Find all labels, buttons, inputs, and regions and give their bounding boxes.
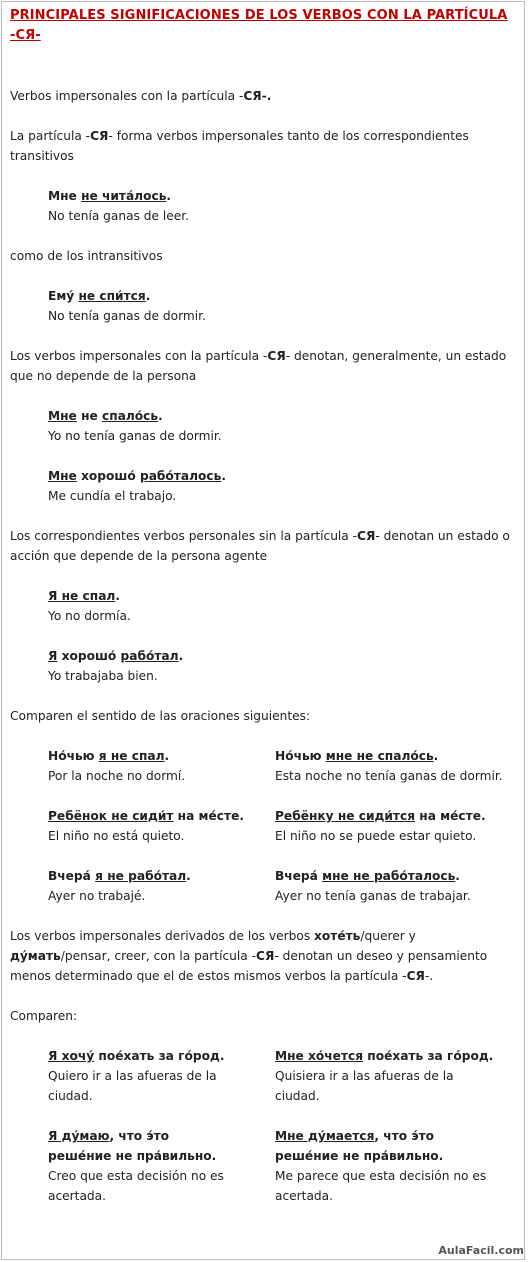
- compare-right-russian: Мне ду́мается, что э́то реше́ние не пра́вильно.: [275, 1129, 444, 1163]
- compare-right-russian: Вчера́ мне не рабо́талось.: [275, 869, 460, 883]
- compare-left-russian: Я ду́маю, что э́то реше́ние не пра́вильно.: [48, 1129, 217, 1163]
- example-translation: Me cundía el trabajo.: [48, 489, 177, 503]
- compare-left-russian: Я хочу́ пое́хать за го́род.: [48, 1049, 225, 1063]
- compare-right-translation: Me parece que esta decisión no es acertada.: [275, 1169, 487, 1203]
- paragraph: Comparen el sentido de las oraciones siguientes:: [10, 709, 311, 723]
- site-logo-text: AulaFacil.com: [438, 1244, 524, 1257]
- example-russian: Мне не спало́сь.: [48, 409, 163, 423]
- compare-left-translation: Quiero ir a las afueras de la ciudad.: [48, 1069, 217, 1103]
- compare-right-translation: Esta noche no tenía ganas de dormir.: [275, 769, 503, 783]
- example-russian: Я не спал.: [48, 589, 120, 603]
- compare-right-translation: Quisiera ir a las afueras de la ciudad.: [275, 1069, 454, 1103]
- compare-left-translation: El niño no está quieto.: [48, 829, 185, 843]
- example-translation: Yo trabajaba bien.: [48, 669, 158, 683]
- compare-left-translation: Creo que esta decisión no es acertada.: [48, 1169, 224, 1203]
- page-title: PRINCIPALES SIGNIFICACIONES DE LOS VERBOS CON LA PARTÍCULA -СЯ-: [10, 8, 508, 43]
- compare-left-russian: Ребёнок не сиди́т на ме́сте.: [48, 809, 244, 823]
- paragraph-heading: Verbos impersonales con la partícula -СЯ-.: [10, 89, 272, 103]
- paragraph: Comparen:: [10, 1009, 78, 1023]
- paragraph: Los correspondientes verbos personales sin la partícula -СЯ- denotan un estado o acción que depende de la persona agente: [10, 529, 510, 563]
- paragraph: La partícula -СЯ- forma verbos impersonales tanto de los correspondientes transitivos: [10, 129, 469, 163]
- compare-right-russian: Ребёнку не сиди́тся на ме́сте.: [275, 809, 486, 823]
- example-translation: Yo no tenía ganas de dormir.: [48, 429, 222, 443]
- example-translation: Yo no dormía.: [48, 609, 131, 623]
- example-russian: Я хорошо́ рабо́тал.: [48, 649, 184, 663]
- example-translation: No tenía ganas de dormir.: [48, 309, 206, 323]
- compare-right-translation: El niño no se puede estar quieto.: [275, 829, 477, 843]
- compare-right-russian: Но́чью мне не спало́сь.: [275, 749, 439, 763]
- compare-left-translation: Ayer no trabajé.: [48, 889, 146, 903]
- compare-left-russian: Вчера́ я не рабо́тал.: [48, 869, 191, 883]
- paragraph: Los verbos impersonales con la partícula -СЯ- denotan, generalmente, un estado que no depende de la persona: [10, 349, 507, 383]
- compare-left-translation: Por la noche no dormí.: [48, 769, 186, 783]
- example-russian: Ему́ не спи́тся.: [48, 289, 151, 303]
- compare-left-russian: Но́чью я не спал.: [48, 749, 170, 763]
- example-translation: No tenía ganas de leer.: [48, 209, 190, 223]
- example-russian: Мне хорошо́ рабо́талось.: [48, 469, 226, 483]
- example-russian: Мне не чита́лось.: [48, 189, 172, 203]
- compare-right-translation: Ayer no tenía ganas de trabajar.: [275, 889, 471, 903]
- compare-right-russian: Мне хо́чется пое́хать за го́род.: [275, 1049, 494, 1063]
- paragraph: Los verbos impersonales derivados de los verbos хоте́ть/querer y ду́мать/pensar, creer, con la partícula -СЯ- denotan un deseo y pensamiento menos determinado que el de estos mismos verbos la partícula -СЯ-.: [10, 929, 488, 983]
- paragraph: como de los intransitivos: [10, 249, 163, 263]
